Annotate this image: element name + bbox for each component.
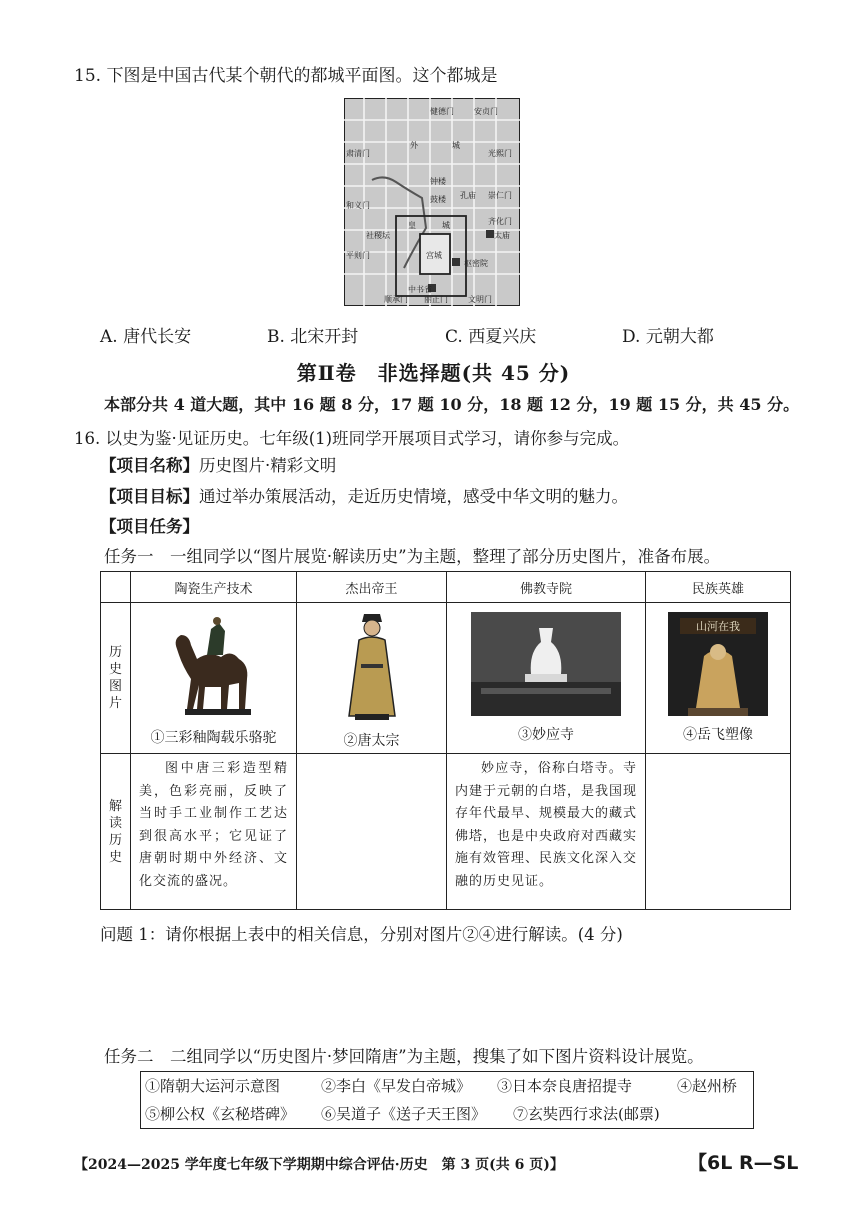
project-name-text: 历史图片·精彩文明 [199, 456, 337, 475]
exhibit-table [100, 571, 791, 910]
map-label-zhongshusheng: 中书省 [408, 285, 432, 294]
table-corner [101, 572, 131, 603]
cell-temple [447, 603, 646, 754]
emperor-portrait-image [337, 606, 407, 722]
reading-emperor-blank[interactable] [297, 754, 447, 910]
exam-code: 【6L R—SL [688, 1152, 799, 1174]
table-row-pictures [101, 603, 791, 754]
reading-hero-blank[interactable] [646, 754, 791, 910]
map-label-gongcheng: 宫城 [426, 251, 442, 260]
white-pagoda-photo [471, 612, 621, 716]
map-label-taimiao: 太庙 [494, 231, 510, 240]
camel-figure-image [159, 609, 269, 719]
table-header-row [101, 572, 791, 603]
plaque-text: 山河在我 [696, 620, 740, 633]
map-gate-bottom-1: 顺承门 [384, 295, 408, 304]
task2-items-box [140, 1071, 754, 1129]
section-description: 本部分共 4 道大题，其中 16 题 8 分，17 题 10 分，18 题 12 分，19 题 15 分，共 45 分。 [104, 395, 800, 414]
task1-text: 任务一 一组同学以“图片展览·解读历史”为主题，整理了部分历史图片，准备布展。 [104, 547, 721, 566]
caption-temple: ③妙应寺 [518, 727, 574, 743]
question1-text: 问题 1：请你根据上表中的相关信息，分别对图片②④进行解读。(4 分) [100, 925, 623, 944]
caption-hero: ④岳飞塑像 [683, 727, 753, 743]
caption-camel: ①三彩釉陶载乐骆驼 [150, 730, 277, 746]
reading-temple: 妙应寺，俗称白塔寺。寺内建于元朝的白塔，是我国现存年代最早、规模最大的藏式佛塔，也是中央政府对西藏实施有效管理、民族文化深入交融的历史见证。 [447, 754, 646, 910]
map-gate-left-1: 肃清门 [346, 149, 370, 158]
map-gate-left-2: 和义门 [346, 201, 370, 210]
map-label-wai: 外 [410, 141, 418, 150]
header-ceramics: 陶瓷生产技术 [131, 572, 297, 603]
reading-ceramics: 图中唐三彩造型精美，色彩亮丽，反映了当时手工业制作工艺达到很高水平；它见证了唐朝时期中外经济、文化交流的盛况。 [131, 754, 297, 910]
q15-option-c[interactable]: C. 西夏兴庆 [445, 327, 537, 347]
section-title: 第Ⅱ卷 非选择题(共 45 分) [296, 361, 571, 385]
q16-stem: 16. 以史为鉴·见证历史。七年级(1)班同学开展项目式学习，请你参与完成。 [74, 429, 630, 448]
map-label-shejitan: 社稷坛 [366, 231, 390, 240]
project-name-label: 【项目名称】 [100, 456, 199, 475]
task2-item-5: ⑤柳公权《玄秘塔碑》 [145, 1105, 296, 1123]
project-goal-text: 通过举办策展活动，走近历史情境，感受中华文明的魅力。 [199, 487, 628, 506]
row-head-reading: 解 读 历 史 [101, 754, 131, 910]
map-label-cheng2: 城 [442, 221, 450, 230]
map-gate-right-1: 光熙门 [488, 149, 512, 158]
header-hero: 民族英雄 [646, 572, 791, 603]
cell-hero [646, 603, 791, 754]
task2-item-7: ⑦玄奘西行求法(邮票) [513, 1105, 660, 1123]
q15-option-d[interactable]: D. 元朝大都 [622, 327, 714, 347]
map-label-kongmiao: 孔庙 [460, 191, 476, 200]
yuefei-statue-photo [668, 612, 768, 716]
map-gate-bottom-3: 文明门 [468, 295, 492, 304]
map-gate-right-3: 齐化门 [488, 217, 512, 226]
map-label-cheng: 城 [452, 141, 460, 150]
task2-item-4: ④赵州桥 [677, 1077, 738, 1095]
q15-option-b[interactable]: B. 北宋开封 [267, 327, 359, 347]
q16-project-goal [100, 483, 628, 507]
caption-emperor: ②唐太宗 [343, 733, 400, 749]
map-gate-top-1: 健德门 [430, 107, 454, 116]
map-gate-left-3: 平则门 [346, 251, 370, 260]
project-task-label: 【项目任务】 [100, 517, 199, 536]
map-gate-right-2: 崇仁门 [488, 191, 512, 200]
map-label-huang: 皇 [408, 221, 416, 230]
q16-project-name [100, 452, 336, 476]
project-goal-label: 【项目目标】 [100, 487, 199, 506]
task2-text: 任务二 二组同学以“历史图片·梦回隋唐”为主题，搜集了如下图片资料设计展览。 [104, 1047, 704, 1066]
header-temple: 佛教寺院 [447, 572, 646, 603]
row-head-pictures: 历 史 图 片 [101, 603, 131, 754]
map-label-shumiyuan: 枢密院 [464, 259, 488, 268]
map-label-gulou: 鼓楼 [430, 195, 446, 204]
header-emperor: 杰出帝王 [297, 572, 447, 603]
map-gate-top-2: 安贞门 [474, 107, 498, 116]
task2-item-6: ⑥吴道子《送子天王图》 [321, 1105, 487, 1123]
task2-item-3: ③日本奈良唐招提寺 [497, 1077, 633, 1095]
task2-item-1: ①隋朝大运河示意图 [145, 1077, 281, 1095]
cell-emperor [297, 603, 447, 754]
map-label-zhonglou: 钟楼 [430, 177, 446, 186]
q15-option-a[interactable]: A. 唐代长安 [100, 327, 192, 347]
task2-item-2: ②李白《早发白帝城》 [321, 1077, 472, 1095]
city-plan-map [344, 98, 520, 306]
page-footer: 【2024—2025 学年度七年级下学期期中综合评估·历史 第 3 页(共 6 页)】 [74, 1157, 564, 1173]
table-row-reading [101, 754, 791, 910]
map-gate-bottom-2: 丽正门 [424, 295, 448, 304]
q15-stem: 15. 下图是中国古代某个朝代的都城平面图。这个都城是 [74, 66, 498, 86]
cell-camel [131, 603, 297, 754]
